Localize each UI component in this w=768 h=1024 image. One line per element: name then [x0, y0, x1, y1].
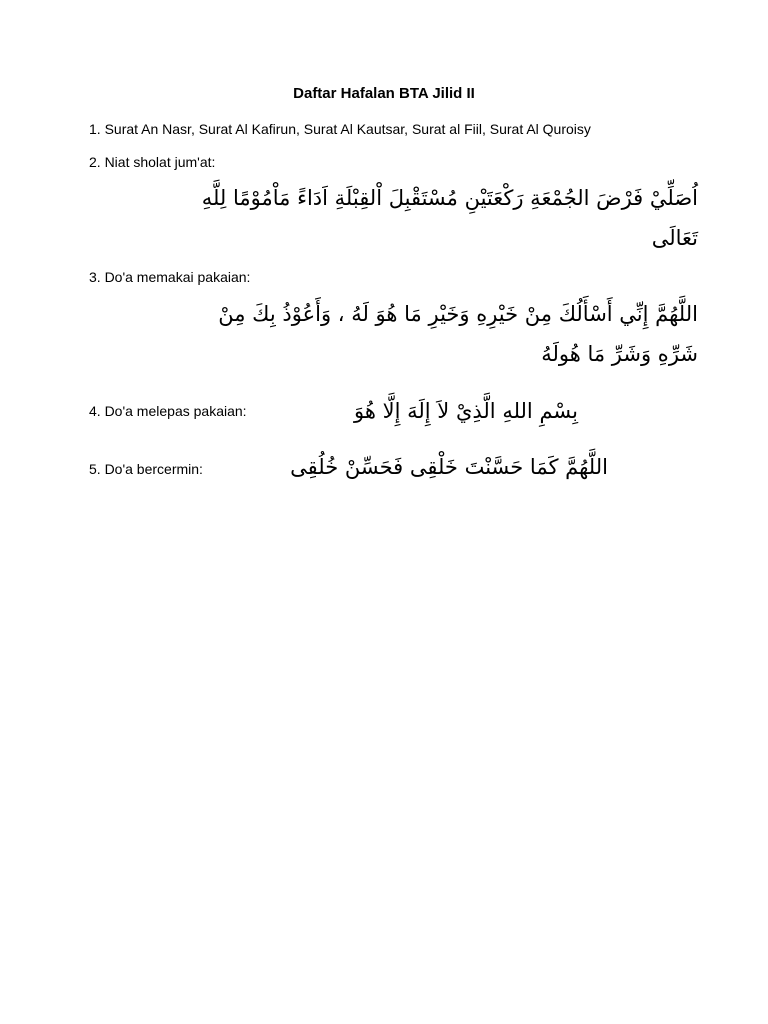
item-3-label: 3. Do'a memakai pakaian: — [89, 269, 251, 285]
item-1-label: 1. Surat An Nasr, Surat Al Kafirun, Surat Al Kautsar, Surat al Fiil, Surat Al Quroisy — [89, 121, 591, 137]
item-3-arabic-line1: اللَّهُمَّ إِنِّي أَسْأَلُكَ مِنْ خَيْرِهِ وَخَيْرِ مَا هُوَ لَهُ ، وَأَعُوْذُ بِكَ مِنْ — [218, 302, 698, 326]
item-2-label: 2. Niat sholat jum'at: — [89, 154, 216, 170]
item-5-label: 5. Do'a bercermin: — [89, 461, 203, 477]
item-2-arabic-line1: اُصَلِّيْ فَرْضَ الجُمْعَةِ رَكْعَتَيْنِ مُسْتَقْبِلَ اْلقِبْلَةِ اَدَاءً مَاْمُوْمًا لِلَّهِ — [201, 186, 698, 210]
item-2-arabic-line2: تَعَالَى — [651, 226, 698, 250]
item-4-arabic: بِسْمِ اللهِ الَّذِيْ لاَ إِلَهَ إِلَّا هُوَ — [354, 399, 578, 423]
item-3-arabic-line2: شَرِّهِ وَشَرِّ مَا هُولَهُ — [541, 342, 698, 366]
document-title: Daftar Hafalan BTA Jilid II — [293, 85, 475, 102]
item-5-arabic: اللَّهُمَّ كَمَا حَسَّنْتَ خَلْقِى فَحَسِّنْ خُلُقِى — [290, 455, 608, 479]
item-4-label: 4. Do'a melepas pakaian: — [89, 403, 247, 419]
